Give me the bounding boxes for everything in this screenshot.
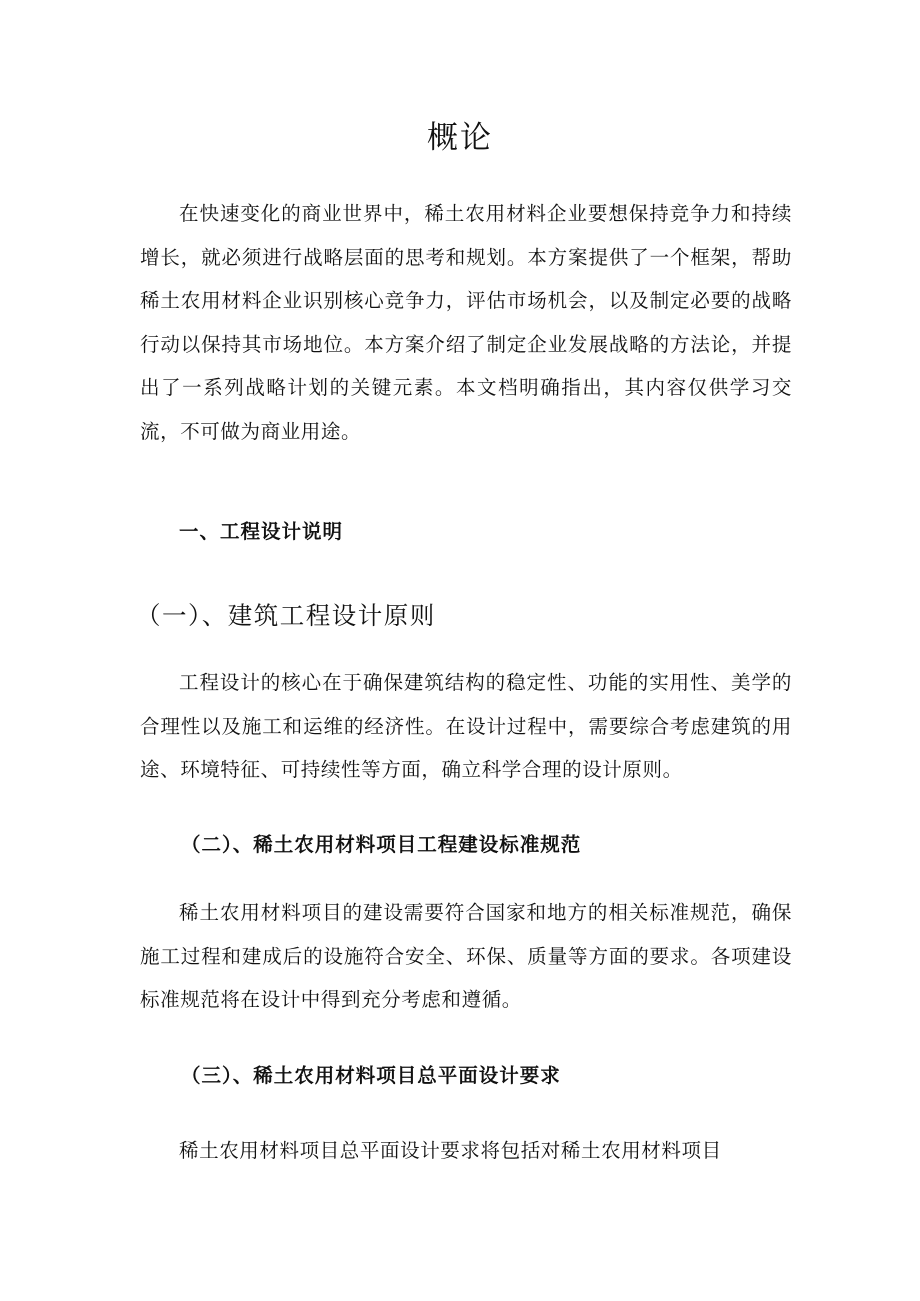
- site-plan-paragraph: 稀土农用材料项目总平面设计要求将包括对稀土农用材料项目: [179, 1139, 722, 1162]
- subsection-heading-construction-standards: （二）、稀土农用材料项目工程建设标准规范: [181, 833, 582, 856]
- intro-paragraph: 在快速变化的商业世界中，稀土农用材料企业要想保持竞争力和持续增长，就必须进行战略层面的思考和规划。本方案提供了一个框架，帮助稀土农用材料企业识别核心竞争力，评估市场机会，以及制定必要的战略行动以保持其市场地位。本方案介绍了制定企业发展战略的方法论，并提出了一系列战略计划的关键元素。本文档明确指出，其内容仅供学习交流，不可做为商业用途。: [140, 202, 792, 443]
- design-principles-paragraph: 工程设计的核心在于确保建筑结构的稳定性、功能的实用性、美学的合理性以及施工和运维的经济性。在设计过程中，需要综合考虑建筑的用途、环境特征、可持续性等方面，确立科学合理的设计原则。: [140, 671, 792, 781]
- subsection-heading-site-plan: （三）、稀土农用材料项目总平面设计要求: [181, 1064, 561, 1087]
- page-title: 概论: [427, 120, 493, 156]
- section-heading-engineering-design: 一、工程设计说明: [179, 520, 344, 543]
- construction-standards-paragraph: 稀土农用材料项目的建设需要符合国家和地方的相关标准规范，确保施工过程和建成后的设施符合安全、环保、质量等方面的要求。各项建设标准规范将在设计中得到充分考虑和遵循。: [140, 901, 792, 1011]
- subsection-heading-design-principles: （一）、建筑工程设计原则: [136, 601, 436, 630]
